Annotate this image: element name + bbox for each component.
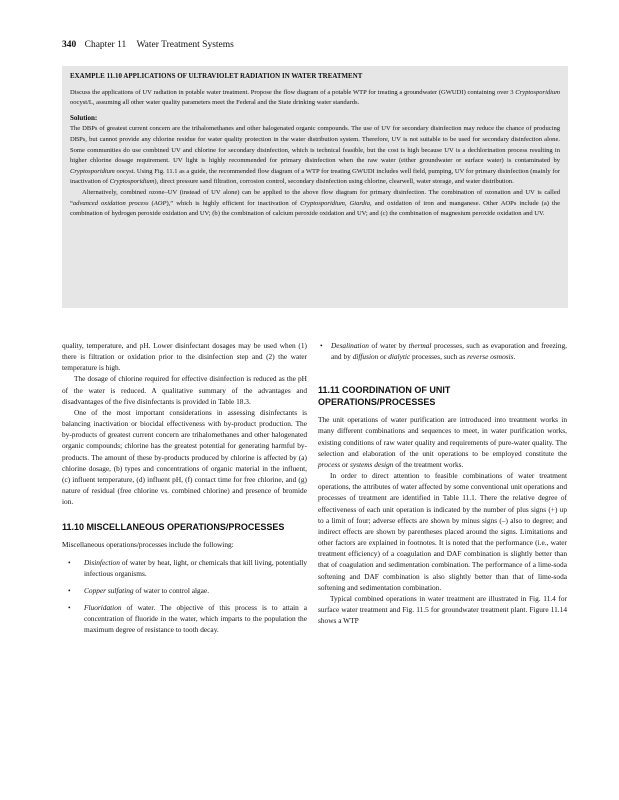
bullet-icon: • (320, 341, 323, 350)
page-number: 340 (62, 40, 77, 50)
text-run: Discuss the applications of UV radiation in potable water treatment. Propose the flow diagram of a potable WTP for treating a groundwater (GWUDI) containing over 3 (70, 88, 516, 96)
italic-text: Cryptosporidium (515, 88, 560, 96)
solution-paragraph (70, 188, 560, 220)
text-run: The unit operations of water purification are introduced into treatment works in many different combinations and sequences to meet, in water purification works, existing conditions of raw water quality and requirements of pure-water quality. The selection and elaboration of the unit operations to be employed constitute the (318, 415, 567, 458)
italic-text: Cryptosporidium, Giardia, (300, 199, 372, 207)
list-item-text (84, 558, 307, 578)
body-paragraph (62, 373, 307, 406)
text-run: The DBPs of greatest current concern are the trihalomethanes and other halogenated organic compounds. The use of UV for secondary disinfection may reduce the chance of producing DBPs, but cannot provide any chlorine residue for water quality protection in the water distribution system. Therefore, UV is not suitable to be used for secondary disinfection alone. Some communities do use combined UV and chlorine for secondary disinfection, which is technical feasible, but the cost is high because UV is a dechlorination process resulting in higher chlorine dosage requirement. UV light is highly recommended for primary disinfection when the raw water (either groundwater or surface water) is contaminated by (70, 125, 560, 165)
text-run: ( (148, 199, 154, 207)
text-run: One of the most important considerations in assessing disinfectants is balancing inactivation or biocidal effectiveness with by-product production. The by-products of greatest current concern are trihalomethanes and other halogenated organic compounds; chlorine has the greatest potential for generating harmful by-products. The amount of these by-products produced by chlorine is affected by (a) chlorine dosage, (b) types and concentrations of organic material in the influent, (c) influent temperature, (d) influent pH, (f) contact time for free chlorine, and (g) nature of residual (free chlorine vs. combined chlorine) and presence of bromide ion. (62, 407, 307, 507)
body-paragraph (318, 414, 567, 470)
text-run: and oxidation of iron and manganese. Other AOPs include (a) the combination of hydrogen peroxide oxidation and UV; (b) the combination of calcium peroxide oxidation and UV; and (c) the combination of magnesium peroxide oxidation and UV. (70, 199, 560, 218)
bullet-icon: • (68, 557, 71, 567)
left-column (62, 340, 307, 641)
body-paragraph (62, 407, 307, 507)
text-run: processes, such as (410, 352, 468, 362)
text-run: oocyst/L, assuming all other water quality parameters meet the Federal and the State drinking water standards. (70, 99, 360, 107)
bullet-list (62, 557, 307, 636)
list-item (62, 557, 307, 579)
list-item (62, 585, 307, 596)
chapter-title: Water Treatment Systems (136, 40, 234, 50)
list-item-text (84, 586, 209, 595)
text-run: processes, such as evaporation and freezing, and by (331, 341, 567, 362)
solution-heading: Solution: (70, 113, 98, 122)
list-item-text (84, 603, 307, 634)
list-item (318, 340, 567, 362)
text-run: or (340, 459, 350, 469)
example-problem (70, 88, 560, 109)
section-heading: 11.10 MISCELLANEOUS OPERATIONS/PROCESSES (62, 522, 285, 533)
italic-text: reverse osmosis (467, 352, 514, 362)
running-header (62, 40, 234, 50)
text-run: or (378, 352, 389, 362)
section-intro: Miscellaneous operations/processes include the following: (62, 540, 234, 550)
italic-text: Copper sulfating (84, 585, 134, 595)
italic-text: advanced oxidation process (72, 199, 149, 207)
text-run: quality, temperature, and pH. Lower disinfectant dosages may be used when (1) there is filtration or oxidation prior to the disinfection step and (2) the water temperature is high. (62, 341, 307, 373)
text-run: Alternatively, combined ozone–UV (instead of UV alone) can be applied to the above flow diagram for primary disinfection. The combination of ozonation and UV is called “ (70, 188, 560, 207)
italic-text: diffusion (352, 352, 379, 362)
example-title: EXAMPLE 11.10 APPLICATIONS OF ULTRAVIOLET RADIATION IN WATER TREATMENT (70, 73, 363, 80)
body-paragraph (318, 593, 567, 626)
list-item-text (331, 341, 567, 361)
body-paragraph (318, 470, 567, 593)
example-box (62, 66, 568, 308)
italic-text: process (318, 459, 341, 469)
text-run: oocyst. Using Fig. 11.1 as a guide, the recommended flow diagram of a WTP for treating GWUDI includes well field, pumping, UV for primary disinfection (mainly for inactivation of (70, 167, 560, 186)
text-run: of water. The objective of this process is to attain a concentration of fluoride in the water, which imparts to the population the maximum degree of resistance to tooth decay. (84, 602, 307, 635)
section-heading: 11.11 COORDINATION OF UNIT OPERATIONS/PROCESSES (318, 385, 451, 408)
text-run: of water to control algae. (133, 585, 210, 595)
text-run: of water by (368, 341, 409, 350)
italic-text: AOP (153, 199, 167, 207)
text-run: of water by heat, light, or chemicals that kill living, potentially infectious organisms. (84, 557, 307, 578)
bullet-icon: • (68, 602, 71, 612)
text-run: of the treatment works. (393, 459, 464, 469)
body-paragraph (62, 340, 307, 373)
list-item (62, 602, 307, 635)
text-run: ),” which is highly efficient for inactivation of (166, 199, 301, 207)
text-run: ), direct pressure sand filtration, corrosion control, secondary disinfection using chlorine, clearwell, water storage, and water distribution. (154, 178, 514, 186)
italic-text: Cryptosporidium (109, 178, 155, 186)
text-run: . (513, 352, 516, 362)
bullet-list (318, 340, 567, 362)
right-column (318, 340, 567, 626)
text-run: In order to direct attention to feasible combinations of water treatment operations, the attributes of water affected by some conventional unit operations and processes of treatment are identified in Table 11.1. There the relative degree of effectiveness of each unit operation is indicated by the number of plus signs (+) up to a limit of four; adverse effects are shown by minus signs (–) also to degree; and indirect effects are shown by parentheses placed around the signs. Limitations and other factors are explained in footnotes. It is noted that the performance (i.e., water treatment efficiency) of a coagulation and DAF combination is slightly better than that of coagulation and sedimentation combination. The performance of a lime-soda softening and DAF combination is also slightly better than that of lime-soda softening and sedimentation combination. (318, 471, 567, 592)
text-run: Typical combined operations in water treatment are illustrated in Fig. 11.4 for surface water treatment and Fig. 11.5 for groundwater treatment plant. Figure 11.14 shows a WTP (318, 593, 567, 626)
italic-text: Disinfection (84, 557, 120, 567)
italic-text: thermal (408, 341, 432, 350)
chapter-label: Chapter 11 (84, 40, 127, 50)
italic-text: Fluoridation (84, 602, 122, 612)
italic-text: Cryptosporidium (70, 167, 115, 175)
text-run: The dosage of chlorine required for effective disinfection is reduced as the pH of the water is reduced. A qualitative summary of the advantages and disadvantages of the five disinfectants is provided in Table 18.3. (62, 374, 307, 406)
bullet-icon: • (68, 585, 71, 595)
italic-text: Desalination (331, 341, 369, 350)
italic-text: dialytic (388, 352, 411, 362)
solution-paragraph (70, 124, 560, 188)
italic-text: systems design (349, 459, 394, 469)
